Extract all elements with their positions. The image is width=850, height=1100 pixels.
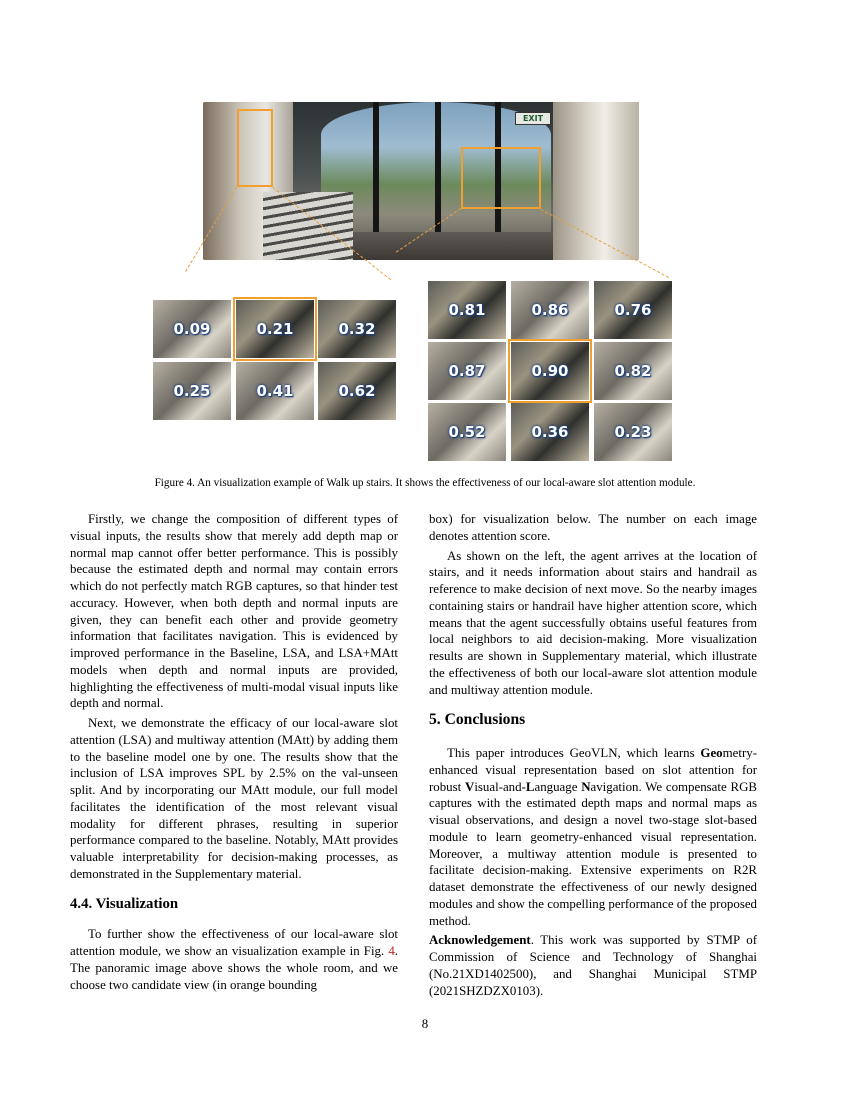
highlight-box-right-grid: [508, 339, 592, 403]
attention-score: 0.36: [531, 423, 569, 441]
attention-score: 0.81: [448, 301, 486, 319]
paragraph: This paper introduces GeoVLN, which learns Geometry-enhanced visual representation based on slot attention for robust Visual-and-Language Navigation. We compensate RGB captures with the estimated depth maps and normal maps as visual observations, and design a novel two-stage slot-based module to learn geometry-enhanced visual representation. Moreover, a multiway attention module is presented to facilitate decision-making. Extensive experiments on R2R dataset demonstrate the effectiveness of our newly designed modules and show the compelling performance of the proposed method.: [429, 746, 757, 928]
attention-score: 0.52: [448, 423, 486, 441]
candidate-view-thumbnail: [511, 281, 589, 339]
page-number: 8: [421, 1017, 429, 1031]
candidate-view-thumbnail: [594, 281, 672, 339]
figure-4: [0, 0, 850, 500]
candidate-view-thumbnail: [318, 300, 396, 358]
candidate-view-thumbnail: [428, 342, 506, 400]
paragraph: box) for visualization below. The number on each image denotes attention score.: [429, 512, 757, 543]
candidate-view-thumbnail: [318, 362, 396, 420]
candidate-view-thumbnail: [236, 362, 314, 420]
panorama-highlight-box-left: [237, 109, 273, 187]
candidate-view-thumbnail: [594, 403, 672, 461]
attention-score: 0.90: [531, 362, 569, 380]
exit-sign: EXIT: [515, 112, 551, 125]
attention-score: 0.09: [173, 320, 211, 338]
highlight-box-left-grid: [233, 297, 317, 361]
candidate-view-thumbnail: [428, 403, 506, 461]
attention-score: 0.21: [256, 320, 294, 338]
attention-score: 0.25: [173, 382, 211, 400]
attention-score: 0.76: [614, 301, 652, 319]
attention-score: 0.23: [614, 423, 652, 441]
paragraph: To further show the effectiveness of our local-aware slot attention module, we show an visualization example in Fig. 4. The panoramic image above shows the whole room, and we choose two candidate view (in orange bounding: [70, 927, 398, 992]
attention-score: 0.32: [338, 320, 376, 338]
left-column: [70, 511, 398, 993]
section-heading-conclusions: 5. Conclusions: [429, 711, 526, 729]
attention-score: 0.86: [531, 301, 569, 319]
attention-score: 0.87: [448, 362, 486, 380]
candidate-view-thumbnail: [153, 300, 231, 358]
pano-floor: [343, 232, 563, 260]
attention-score: 0.62: [338, 382, 376, 400]
figure-caption: Figure 4. An visualization example of Walk up stairs. It shows the effectiveness of our local-aware slot attention module.: [154, 477, 696, 489]
paragraph: Firstly, we change the composition of different types of visual inputs, the results show that merely add depth map or normal map cannot offer better performance. This is possibly because the estimated depth and normal may contain errors which do not perfectly match RGB captures, so that hinder test accuracy. However, when both depth and normal inputs are given, they can benefit each other and provide geometry information that facilitates navigation. This is evidenced by improved performance in the Baseline, LSA, and LSA+MAtt models when depth and normal inputs are provided, highlighting the effectiveness of multi-modal visual inputs like depth and normal.: [70, 512, 398, 711]
pano-stairs: [263, 192, 353, 260]
candidate-view-thumbnail: [428, 281, 506, 339]
attention-score: 0.82: [614, 362, 652, 380]
paragraph: As shown on the left, the agent arrives at the location of stairs, and it needs information about stairs and handrail as reference to make decision of next move. So the nearby images containing stairs or handrail have higher attention score, which means that the agent successfully obtains useful features from local neighbors to aid decision-making. More visualization results are shown in Supplementary material, which illustrate the effectiveness of both our local-aware slot attention module and multiway attention module.: [429, 548, 757, 697]
figure-reference-link[interactable]: 4: [388, 944, 395, 958]
right-column: [429, 511, 757, 999]
paragraph: Next, we demonstrate the efficacy of our local-aware slot attention (LSA) and multiway attention (MAtt) by adding them to the baseline model one by one. The results show that the inclusion of LSA improves SPL by 2.5% on the val-unseen split. And by incorporating our MAtt module, our full model facilitates the identification of the most relevant visual modality for different phrases, resulting in superior performance compared to the baseline. Notably, MAtt provides valuable interpretability for decision-making processes, as demonstrated in the Supplementary material.: [70, 716, 398, 881]
acknowledgement: Acknowledgement. This work was supported by STMP of Commission of Science and Technology of Shanghai (No.21XD1402500), and Shanghai Municipal STMP (2021SHZDZX0103).: [429, 933, 757, 998]
attention-score: 0.41: [256, 382, 294, 400]
pano-wall-right: [553, 102, 639, 260]
candidate-view-thumbnail: [153, 362, 231, 420]
candidate-view-thumbnail: [511, 403, 589, 461]
candidate-view-thumbnail: [594, 342, 672, 400]
section-heading-visualization: 4.4. Visualization: [70, 895, 179, 912]
panorama-highlight-box-right: [461, 147, 541, 209]
